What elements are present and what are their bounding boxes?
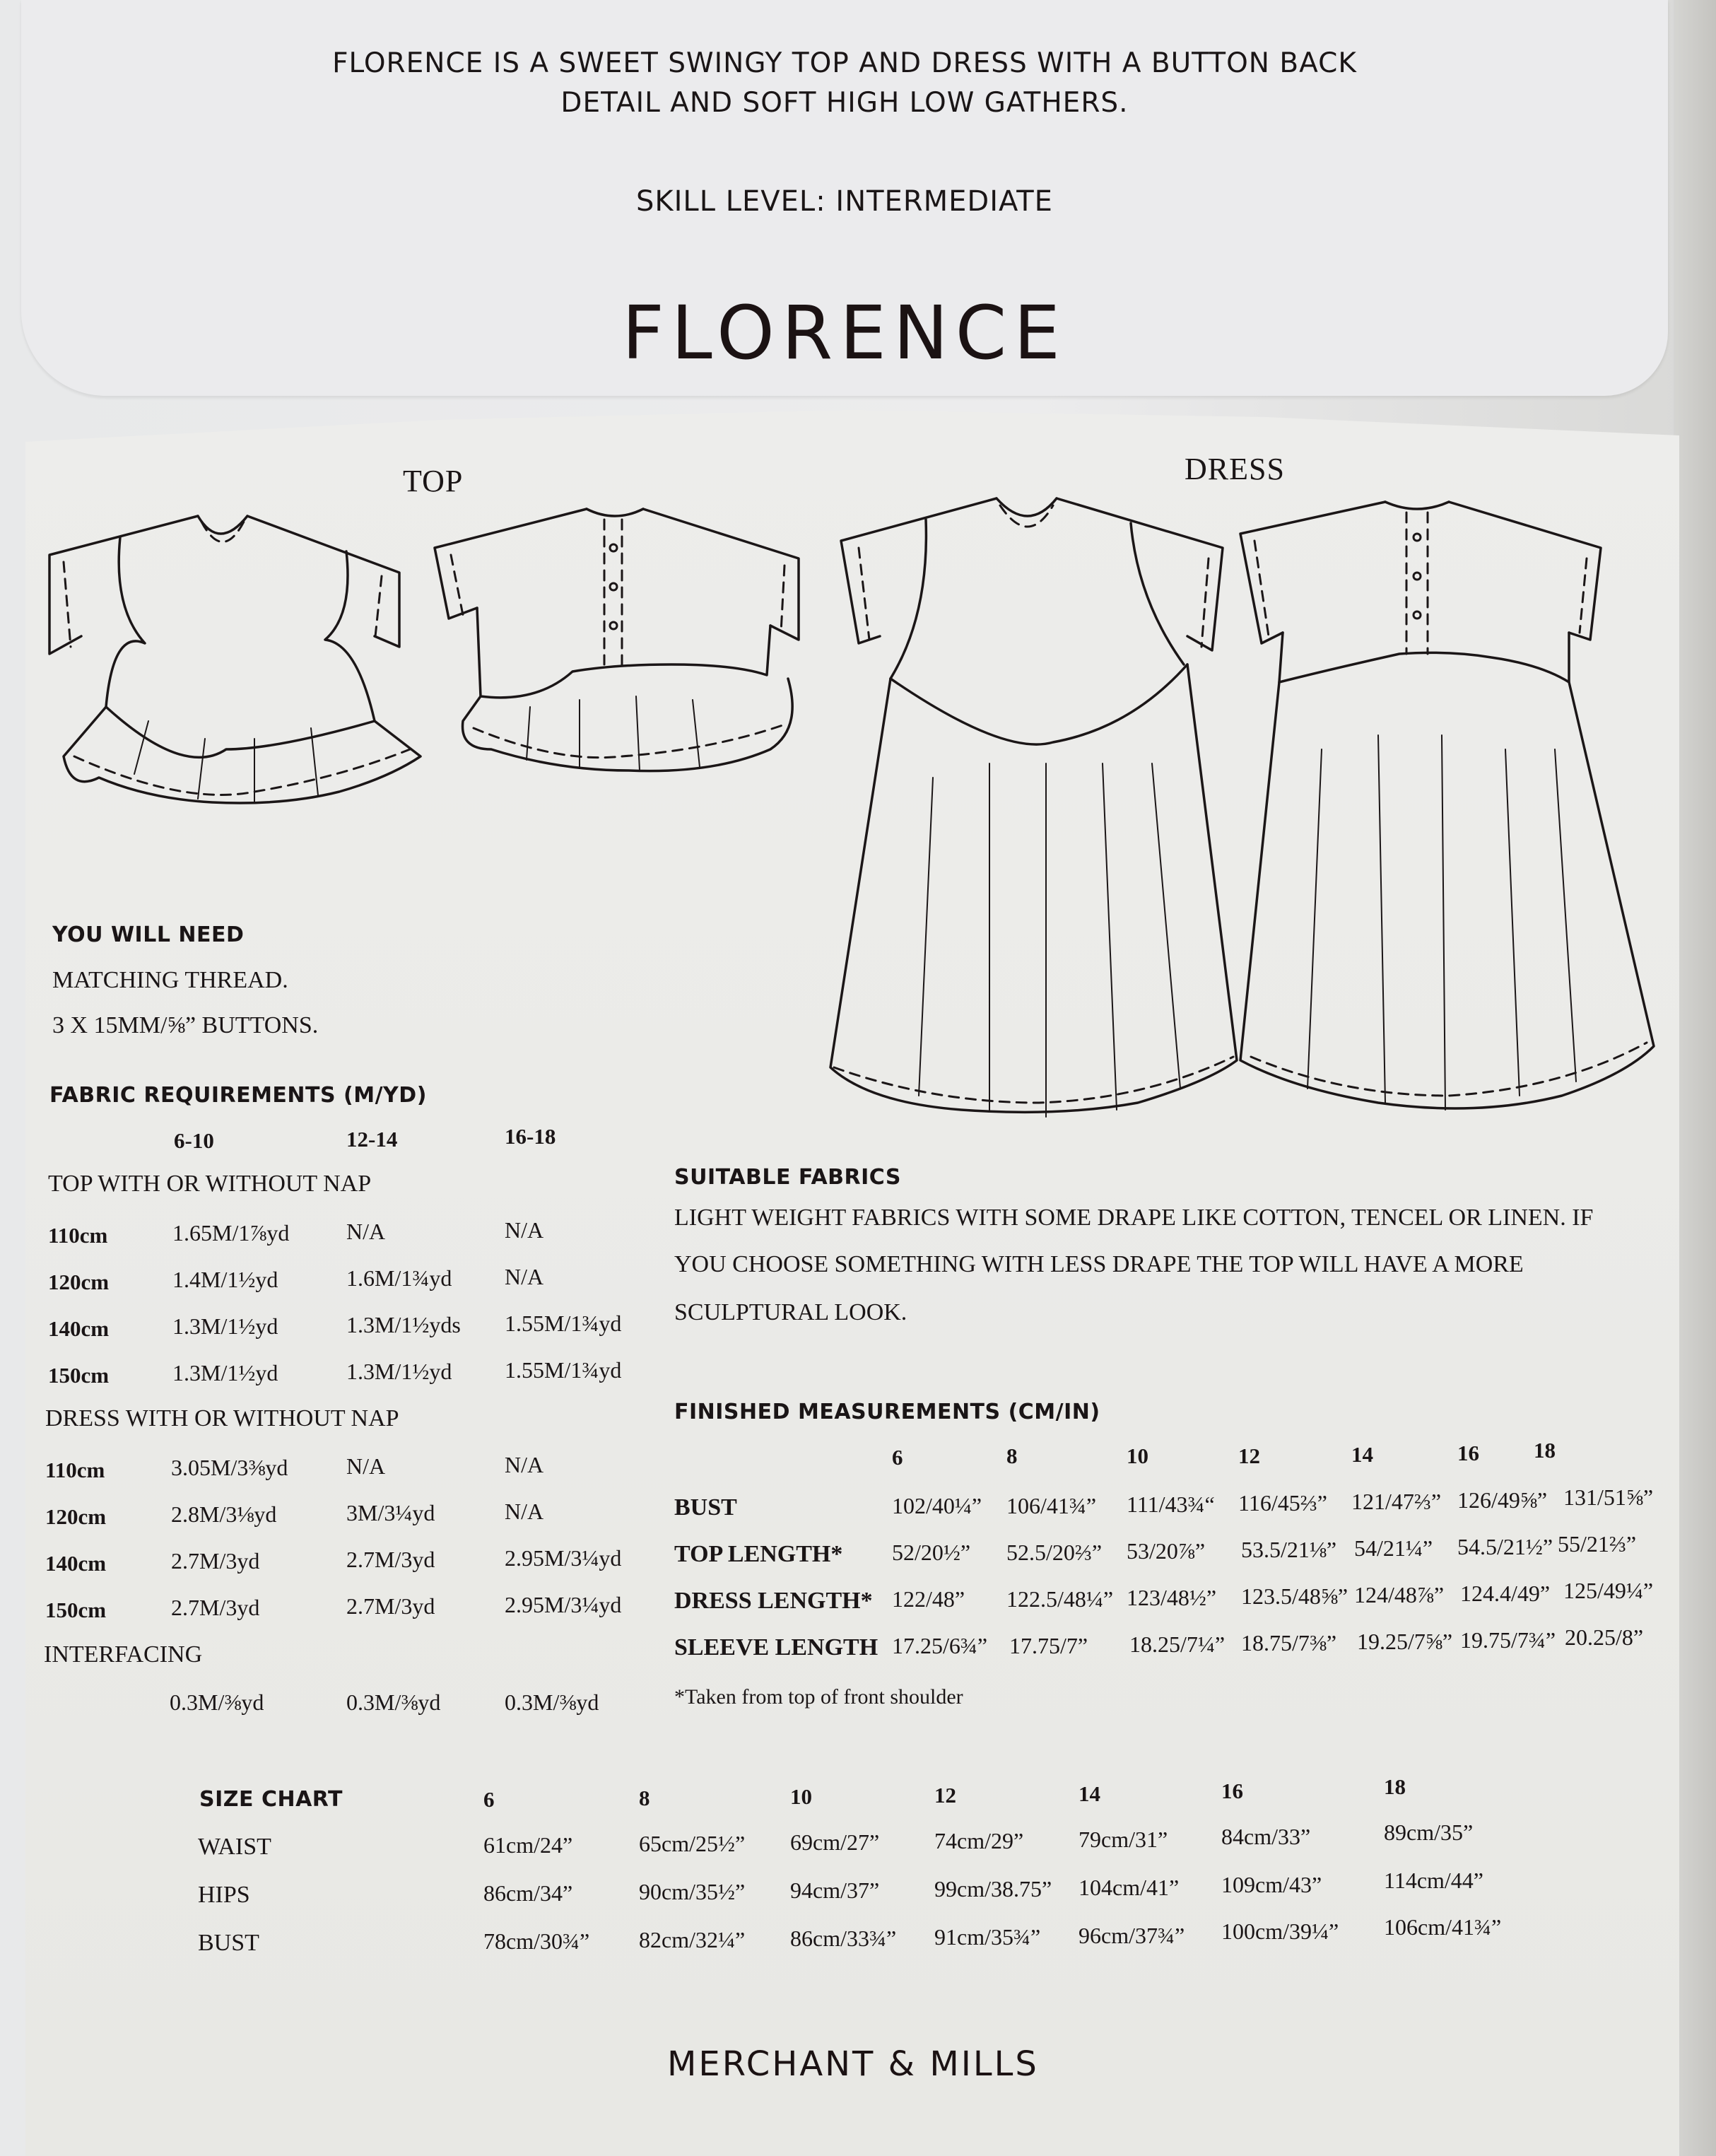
envelope-edge — [1674, 0, 1716, 2156]
size-chart-value: 78cm/30¾” — [483, 1928, 590, 1954]
size-chart-value: 94cm/37” — [790, 1877, 880, 1903]
measurement-label: TOP LENGTH* — [674, 1541, 843, 1567]
top-back-illustration — [431, 495, 827, 778]
interfacing-label: INTERFACING — [44, 1641, 203, 1668]
size-header: 12 — [1238, 1443, 1260, 1468]
size-header: 6 — [483, 1787, 495, 1812]
fabric-value: 2.95M/3¼yd — [505, 1592, 622, 1617]
brand-logo: MERCHANT & MILLS — [667, 2044, 1039, 2084]
measurement-value: 122.5/48¼” — [1006, 1586, 1114, 1612]
fabric-value: 1.4M/1½yd — [172, 1267, 278, 1292]
measurement-value: 124/48⅞” — [1354, 1582, 1445, 1607]
size-chart-value: 99cm/38.75” — [934, 1876, 1052, 1902]
measurement-value: 131/51⅝” — [1563, 1484, 1654, 1510]
size-chart-value: 114cm/44” — [1384, 1868, 1483, 1893]
button-icon — [1414, 534, 1421, 541]
fabric-width: 120cm — [48, 1270, 110, 1294]
pattern-title: FLORENCE — [621, 290, 1067, 376]
size-chart-value: 109cm/43” — [1221, 1872, 1322, 1897]
size-chart-value: 96cm/37¾” — [1079, 1923, 1185, 1948]
fabric-value: N/A — [505, 1452, 544, 1477]
button-icon — [1414, 573, 1421, 580]
button-icon — [1414, 611, 1421, 619]
size-chart-value: 104cm/41” — [1079, 1875, 1180, 1900]
fabric-value: 2.7M/3yd — [171, 1548, 260, 1574]
fabric-width: 110cm — [45, 1458, 105, 1482]
measurement-value: 17.25/6¾” — [892, 1633, 988, 1658]
fabric-value: 1.3M/1½yd — [172, 1360, 278, 1385]
size-column-header: 16-18 — [505, 1124, 556, 1149]
fabric-value: 2.8M/3⅛yd — [171, 1501, 277, 1527]
size-chart-value: 74cm/29” — [934, 1828, 1024, 1853]
measurement-value: 20.25/8” — [1565, 1624, 1644, 1650]
fabric-value: 1.55M/1¾yd — [505, 1311, 622, 1336]
fabric-width: 140cm — [45, 1551, 107, 1576]
measurement-label: DRESS LENGTH* — [674, 1588, 873, 1614]
fabric-requirements-heading: FABRIC REQUIREMENTS (M/YD) — [49, 1083, 427, 1108]
interfacing-value: 0.3M/⅜yd — [346, 1689, 441, 1715]
size-header: 6 — [892, 1445, 903, 1470]
measurement-value: 123/48½” — [1127, 1585, 1217, 1610]
fabric-value: 1.55M/1¾yd — [505, 1357, 622, 1383]
tagline-line-1: FLORENCE IS A SWEET SWINGY TOP AND DRESS WITH A BUTTON BACK — [332, 47, 1357, 79]
measurement-value: 18.25/7¼” — [1129, 1631, 1226, 1657]
size-chart-value: 86cm/33¾” — [790, 1926, 897, 1951]
measurement-value: 126/49⅝” — [1457, 1487, 1548, 1513]
measurement-value: 106/41¾” — [1006, 1493, 1097, 1518]
fabric-value: 3.05M/3⅜yd — [171, 1455, 288, 1480]
measurement-value: 116/45⅔” — [1238, 1490, 1327, 1516]
tagline — [21, 44, 1668, 123]
fabric-value: N/A — [505, 1499, 544, 1524]
size-chart-label: BUST — [198, 1930, 259, 1956]
need-item: MATCHING THREAD. — [52, 967, 288, 993]
size-chart-value: 79cm/31” — [1079, 1827, 1168, 1852]
fabric-value: 2.95M/3¼yd — [505, 1545, 622, 1571]
size-column-header: 6-10 — [174, 1128, 214, 1153]
suitable-fabrics-line: LIGHT WEIGHT FABRICS WITH SOME DRAPE LIKE COTTON, TENCEL OR LINEN. IF — [674, 1205, 1594, 1231]
size-header: 14 — [1079, 1781, 1100, 1806]
size-header: 12 — [934, 1783, 956, 1808]
size-chart-label: HIPS — [198, 1882, 250, 1908]
suitable-fabrics-line: YOU CHOOSE SOMETHING WITH LESS DRAPE THE TOP WILL HAVE A MORE — [674, 1251, 1524, 1277]
measurement-value: 111/43¾“ — [1127, 1492, 1215, 1517]
size-chart-value: 84cm/33” — [1221, 1824, 1311, 1849]
measurement-label: BUST — [674, 1494, 737, 1521]
envelope-flap — [21, 0, 1668, 396]
measurement-value: 52/20½” — [892, 1540, 971, 1565]
size-chart-value: 100cm/39¼” — [1221, 1918, 1339, 1944]
fabric-value: 1.3M/1½yd — [346, 1359, 452, 1384]
fabric-width: 150cm — [45, 1598, 107, 1622]
size-chart-heading: SIZE CHART — [199, 1787, 343, 1812]
size-header: 10 — [1127, 1443, 1148, 1468]
measurement-value: 54.5/21½” — [1457, 1534, 1553, 1559]
fabric-value: N/A — [346, 1219, 386, 1244]
fabric-width: 120cm — [45, 1504, 107, 1529]
fabric-value: 1.3M/1½yd — [172, 1313, 278, 1339]
fabric-value: N/A — [505, 1264, 544, 1289]
measurement-value: 55/21⅔” — [1558, 1531, 1637, 1557]
size-header: 10 — [790, 1784, 812, 1809]
finished-measurements-heading: FINISHED MEASUREMENTS (CM/IN) — [674, 1400, 1100, 1424]
fabric-value: N/A — [505, 1217, 544, 1243]
dress-back-illustration — [1237, 481, 1661, 1103]
interfacing-value: 0.3M/⅜yd — [170, 1689, 264, 1715]
measurement-value: 17.75/7” — [1009, 1633, 1088, 1658]
measurement-value: 19.75/7¾” — [1460, 1627, 1556, 1653]
size-header: 8 — [639, 1786, 650, 1810]
measurement-value: 125/49¼” — [1563, 1578, 1654, 1603]
need-item: 3 X 15MM/⅝” BUTTONS. — [52, 1012, 319, 1038]
interfacing-value: 0.3M/⅜yd — [505, 1689, 599, 1715]
size-chart-value: 91cm/35¾” — [934, 1924, 1041, 1950]
fabric-value: 3M/3¼yd — [346, 1500, 435, 1525]
size-header: 16 — [1221, 1779, 1243, 1803]
dress-front-illustration — [827, 481, 1251, 1103]
size-chart-value: 90cm/35½” — [639, 1879, 746, 1904]
size-header: 18 — [1384, 1774, 1406, 1799]
top-front-illustration — [42, 495, 438, 778]
fabric-value: 2.7M/3yd — [346, 1593, 435, 1619]
you-will-need-heading: YOU WILL NEED — [52, 922, 245, 947]
measurement-value: 122/48” — [892, 1586, 965, 1612]
size-header: 8 — [1006, 1443, 1018, 1468]
measurement-value: 18.75/7⅜” — [1241, 1630, 1337, 1656]
top-fabric-label: TOP WITH OR WITHOUT NAP — [48, 1171, 372, 1197]
fabric-value: 1.65M/1⅞yd — [172, 1220, 290, 1246]
fabric-width: 110cm — [48, 1223, 108, 1248]
size-chart-value: 65cm/25½” — [639, 1831, 746, 1856]
fabric-width: 140cm — [48, 1316, 110, 1341]
measurement-value: 102/40¼” — [892, 1493, 982, 1518]
measurement-value: 123.5/48⅝” — [1241, 1583, 1348, 1609]
size-header: 18 — [1534, 1438, 1556, 1463]
size-header: 14 — [1351, 1442, 1373, 1467]
measurement-value: 53/20⅞” — [1127, 1538, 1206, 1564]
button-icon — [610, 583, 617, 590]
measurement-value: 19.25/7⅝” — [1357, 1629, 1453, 1654]
top-label: TOP — [403, 464, 464, 498]
measurement-value: 121/47⅔” — [1351, 1489, 1442, 1514]
button-icon — [610, 622, 617, 629]
button-icon — [610, 544, 617, 551]
measurement-label: SLEEVE LENGTH — [674, 1634, 878, 1660]
size-chart-value: 89cm/35” — [1384, 1820, 1474, 1845]
measurement-value: 52.5/20⅔” — [1006, 1540, 1103, 1565]
suitable-fabrics-heading: SUITABLE FABRICS — [674, 1165, 901, 1190]
fabric-value: 2.7M/3yd — [346, 1547, 435, 1572]
size-column-header: 12-14 — [346, 1127, 398, 1152]
fabric-value: 1.3M/1½yds — [346, 1312, 461, 1337]
fabric-value: 2.7M/3yd — [171, 1595, 260, 1620]
size-chart-label: WAIST — [198, 1834, 271, 1860]
size-chart-value: 86cm/34” — [483, 1880, 573, 1906]
size-chart-value: 82cm/32¼” — [639, 1927, 746, 1952]
skill-level: SKILL LEVEL: INTERMEDIATE — [636, 185, 1053, 218]
measurement-value: 124.4/49” — [1460, 1581, 1551, 1606]
measurement-value: 54/21¼” — [1354, 1535, 1433, 1561]
suitable-fabrics-line: SCULPTURAL LOOK. — [674, 1299, 907, 1325]
size-chart-value: 106cm/41¾” — [1384, 1914, 1502, 1940]
fabric-value: N/A — [346, 1453, 386, 1479]
size-header: 16 — [1457, 1441, 1479, 1465]
size-chart-value: 69cm/27” — [790, 1829, 880, 1855]
dress-label: DRESS — [1185, 452, 1285, 486]
dress-fabric-label: DRESS WITH OR WITHOUT NAP — [45, 1405, 399, 1431]
measurement-value: 53.5/21⅛” — [1241, 1537, 1337, 1562]
fabric-width: 150cm — [48, 1363, 110, 1388]
tagline-line-2: DETAIL AND SOFT HIGH LOW GATHERS. — [560, 87, 1129, 119]
measurement-footnote: *Taken from top of front shoulder — [674, 1685, 963, 1709]
fabric-value: 1.6M/1¾yd — [346, 1265, 452, 1291]
size-chart-value: 61cm/24” — [483, 1832, 573, 1858]
